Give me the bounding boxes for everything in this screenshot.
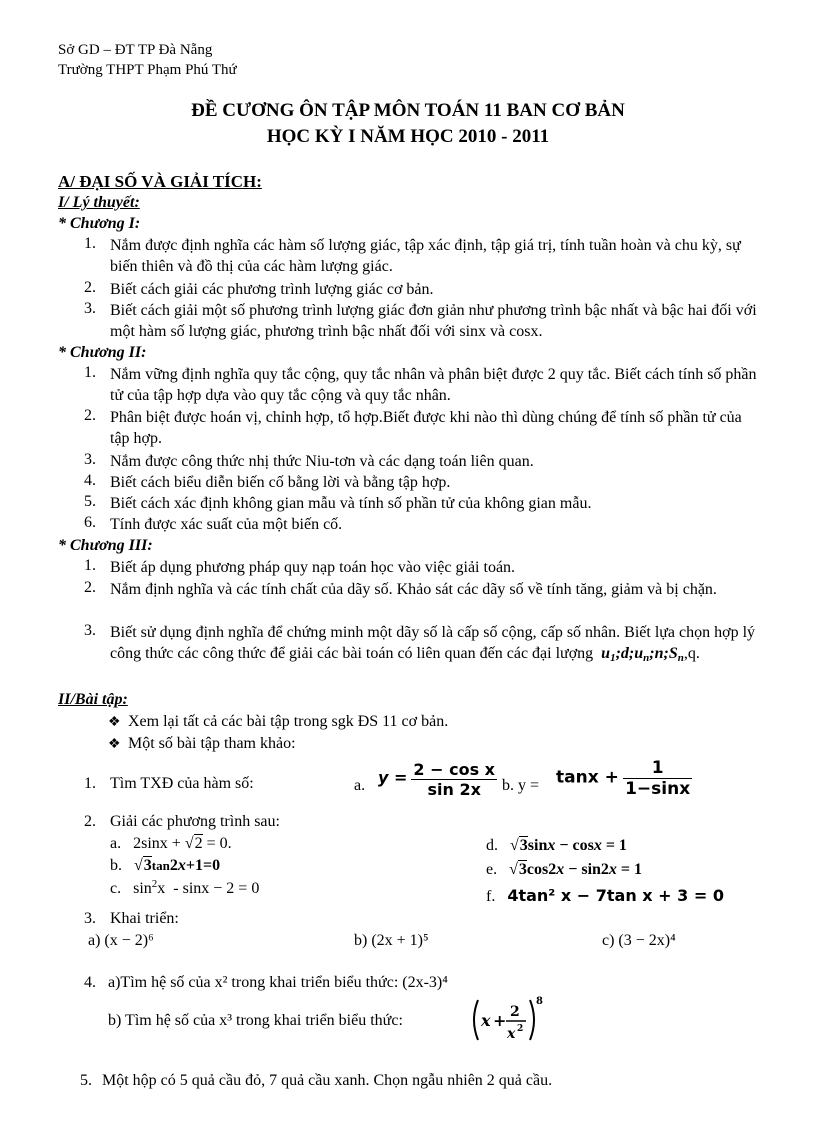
q3-b: b) (2x + 1)⁵ bbox=[354, 932, 429, 949]
list-item-text: Nắm vững định nghĩa quy tắc cộng, quy tắc nhân và phân biệt được 2 quy tắc. Biết cách tính số phần tử của tập hợp dựa vào quy tắc cộng và quy tắc nhân. bbox=[110, 366, 757, 404]
q1-b-formula bbox=[556, 758, 692, 799]
q2-number: 2. bbox=[84, 813, 96, 830]
list-item-number: 1. bbox=[84, 364, 96, 381]
document-subtitle: HỌC KỲ I NĂM HỌC 2010 - 2011 bbox=[266, 126, 550, 147]
q1-a-fraction bbox=[411, 760, 497, 799]
q1-a-label: a. bbox=[354, 777, 366, 794]
q2-f-equation: 4tan² x − 7tan x + 3 = 0 bbox=[507, 886, 724, 905]
q4-b-formula bbox=[470, 994, 550, 1051]
list-item-number: 2. bbox=[84, 579, 96, 596]
list-item-number: 1. bbox=[84, 557, 96, 574]
bullet-text: Xem lại tất cả các bài tập trong sgk ĐS 11 cơ bản. bbox=[128, 713, 449, 730]
list-item bbox=[84, 514, 764, 535]
q4-number: 4. bbox=[84, 974, 96, 991]
bullet-text: Một số bài tập tham khảo: bbox=[128, 735, 296, 752]
list-item-text: Biết áp dụng phương pháp quy nạp toán học vào việc giải toán. bbox=[110, 559, 516, 576]
school-name: Trường THPT Phạm Phú Thứ bbox=[58, 62, 237, 78]
q2-f bbox=[486, 886, 724, 907]
q1-b-denominator: 1−sinx bbox=[625, 779, 691, 799]
list-item bbox=[84, 407, 764, 449]
chapter-1-heading: * Chương I: bbox=[58, 215, 141, 232]
sequence-quantities-tail: ,q. bbox=[683, 645, 700, 662]
q2-c: c. $\sin^2x - \sin x - 2 = 0$ bbox=[110, 878, 260, 897]
svg-text:x: x bbox=[481, 1011, 491, 1030]
q5-number: 5. bbox=[80, 1072, 92, 1089]
list-item-text: Biết cách xác định không gian mẫu và tính số phần tử của không gian mẫu. bbox=[110, 495, 592, 512]
svg-text:8: 8 bbox=[536, 996, 543, 1007]
list-item bbox=[84, 235, 764, 277]
exercises-heading: II/Bài tập: bbox=[58, 691, 128, 708]
q2-e: e. √3cos2x − sin2x = 1 bbox=[486, 861, 643, 878]
list-item-number: 3. bbox=[84, 300, 96, 317]
q1-b-numerator: 1 bbox=[623, 758, 692, 779]
list-item-text: Biết cách biểu diễn biến cố bằng lời và bằng tập hợp. bbox=[110, 474, 451, 491]
list-item-text: Nắm được công thức nhị thức Niu-tơn và các dạng toán liên quan. bbox=[110, 453, 534, 470]
list-item-text: Biết sử dụng định nghĩa để chứng minh một dãy số là cấp số cộng, cấp số nhân. Biết lựa chọn hợp lý công thức các công thức để giải các bài toán có liên quan đến các đại lượng bbox=[110, 624, 756, 662]
svg-text:2: 2 bbox=[517, 1024, 524, 1034]
binomial-expression bbox=[470, 994, 550, 1046]
q3-text: Khai triển: bbox=[110, 910, 179, 927]
list-item bbox=[84, 364, 764, 406]
diamond-bullet-icon: ❖ bbox=[108, 737, 121, 752]
q3-number: 3. bbox=[84, 910, 96, 927]
q1-b-label: b. y = bbox=[502, 777, 540, 794]
list-item-text: Biết cách giải các phương trình lượng giác cơ bản. bbox=[110, 281, 434, 298]
q3-c: c) (3 − 2x)⁴ bbox=[602, 932, 676, 949]
list-item-number: 6. bbox=[84, 514, 96, 531]
list-item-text: Phân biệt được hoán vị, chỉnh hợp, tổ hợp.Biết được khi nào thì dùng chúng để tính số phần tử của tập hợp. bbox=[110, 409, 742, 447]
list-item-number: 3. bbox=[84, 622, 96, 639]
document-title: ĐỀ CƯƠNG ÔN TẬP MÔN TOÁN 11 BAN CƠ BẢN bbox=[191, 100, 625, 121]
q2-f-label: f. bbox=[486, 888, 496, 905]
list-item bbox=[84, 279, 764, 300]
svg-text:2: 2 bbox=[510, 1004, 520, 1020]
q4-b-text: b) Tìm hệ số của x³ trong khai triển biểu thức: bbox=[108, 1012, 403, 1029]
q1-b-left: tanx + bbox=[556, 767, 619, 788]
q1-text: Tìm TXĐ của hàm số: bbox=[110, 775, 254, 792]
q1-b-fraction bbox=[623, 758, 692, 799]
list-item bbox=[84, 493, 764, 514]
q5-text: Một hộp có 5 quả cầu đỏ, 7 quả cầu xanh. Chọn ngẫu nhiên 2 quả cầu. bbox=[102, 1072, 553, 1089]
list-item-number: 2. bbox=[84, 279, 96, 296]
list-item-number: 1. bbox=[84, 235, 96, 252]
list-item bbox=[84, 451, 764, 472]
list-item bbox=[84, 472, 764, 493]
q1-a-denominator: sin 2x bbox=[427, 780, 481, 799]
q2-d-label: d. bbox=[486, 837, 498, 854]
q2-b: b. √3tan2x+1=0 bbox=[110, 857, 221, 874]
list-item-text: Nắm định nghĩa và các tính chất của dãy số. Khảo sát các dãy số về tính tăng, giảm và bị chặn. bbox=[110, 581, 717, 598]
list-item-number: 2. bbox=[84, 407, 96, 424]
list-item-number: 5. bbox=[84, 493, 96, 510]
q1-a-numerator: 2 − cos x bbox=[413, 760, 495, 779]
q1-a-formula: y = $\frac{\text{2 − cos x}}{\sin 2x}$ bbox=[378, 760, 495, 799]
sequence-quantities: $u_1;d;u_n;n;S_n$ bbox=[601, 645, 684, 664]
q3-a: a) (x − 2)⁶ bbox=[88, 932, 154, 949]
list-item-text: Tính được xác suất của một biến cố. bbox=[110, 516, 343, 533]
chapter-3-heading: * Chương III: bbox=[58, 537, 153, 554]
svg-text:+: + bbox=[493, 1011, 507, 1030]
list-item bbox=[84, 557, 764, 578]
q2-e-label: e. bbox=[486, 861, 498, 878]
chapter-2-heading: * Chương II: bbox=[58, 344, 147, 361]
list-item bbox=[84, 579, 764, 600]
section-a-heading: A/ ĐẠI SỐ VÀ GIẢI TÍCH: bbox=[58, 172, 262, 191]
q4-a-text: a)Tìm hệ số của x² trong khai triển biểu thức: (2x-3)⁴ bbox=[108, 974, 448, 991]
department-name: Sở GD – ĐT TP Đà Nẵng bbox=[58, 42, 213, 58]
q2-text: Giải các phương trình sau: bbox=[110, 813, 280, 830]
list-item-text: Nắm được định nghĩa các hàm số lượng giác, tập xác định, tập giá trị, tính tuần hoàn và chu kỳ, sự biến thiên và đồ thị của các hàm lượng giác. bbox=[110, 237, 741, 275]
q2-c-label: c. bbox=[110, 880, 122, 897]
list-item-text: Biết cách giải một số phương trình lượng giác đơn giản như phương trình bậc nhất và bậc hai đối với một hàm số lượng giác, phương trình bậc nhất đối với sinx và cosx. bbox=[110, 302, 757, 340]
bullet-item bbox=[108, 712, 448, 733]
list-item-number: 4. bbox=[84, 472, 96, 489]
theory-heading: I/ Lý thuyết: bbox=[58, 194, 140, 211]
list-item-number: 3. bbox=[84, 451, 96, 468]
svg-text:x: x bbox=[507, 1026, 516, 1042]
q2-d: d. √3sinx − cosx = 1 bbox=[486, 837, 627, 854]
q2-a: a. 2sinx + √2 = 0. bbox=[110, 835, 232, 852]
list-item bbox=[84, 622, 764, 664]
list-item-text-with-formula bbox=[110, 622, 764, 664]
bullet-item bbox=[108, 734, 296, 755]
q2-b-label: b. bbox=[110, 857, 122, 874]
q1-number: 1. bbox=[84, 775, 96, 792]
diamond-bullet-icon: ❖ bbox=[108, 715, 121, 730]
q2-a-label: a. bbox=[110, 835, 122, 852]
list-item bbox=[84, 300, 764, 342]
